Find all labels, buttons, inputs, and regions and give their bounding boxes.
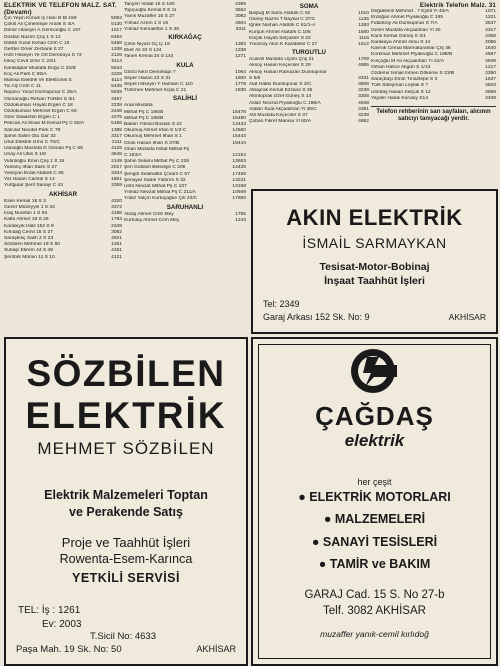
listing-name: Gezer Müzeyyel 1 S 34 bbox=[4, 204, 55, 210]
ad-subtitle: elektrik bbox=[344, 431, 405, 450]
listing-name: Acardıl Mustafa Üçüm Çnş 31 bbox=[249, 57, 314, 63]
listing-name: Aktaş Ahmet Cmh Mey bbox=[124, 211, 174, 217]
listing-name: Aksoy Hasan Keçeciler S 29 bbox=[249, 63, 311, 69]
listing-phone: 3467 bbox=[111, 96, 122, 102]
listing-phone: 13158 bbox=[232, 184, 246, 190]
listing-phone: 1261 bbox=[111, 242, 122, 248]
listing-name: Kanlı Kemal Güneş S 3/1 bbox=[371, 33, 426, 39]
ad-home-phone: Ev: 2003 bbox=[42, 619, 82, 630]
listing-phone: 3390 bbox=[485, 71, 496, 77]
listing-entries bbox=[371, 9, 496, 102]
listing-name: Tanyeri Vedat 15 S 180 bbox=[124, 2, 175, 7]
listing-name: Baştuğ M Sami Atatürk C 60 bbox=[249, 11, 311, 16]
ad-title: ÇAĞDAŞ bbox=[315, 401, 434, 431]
listing-phone: 1135 bbox=[358, 17, 369, 23]
listing-name: Yayder Haluk Kuruluy S14 bbox=[371, 95, 428, 101]
listing-name: Şenuyar Sadık Yıldırım S 32 bbox=[124, 177, 186, 183]
listing-name: Kalfa Ahmet 19 S 26 bbox=[4, 217, 49, 223]
listing-entries bbox=[124, 2, 246, 33]
listing-name: Şahin Salim Otu Gar 33 bbox=[4, 133, 56, 139]
listing-name: Ulusoğlu Mustafa G Osman Pş C 68 bbox=[4, 146, 83, 152]
listing-name: Karakaplar Mustafa Doğu C 22/B bbox=[4, 65, 76, 71]
ad-service-item: ● MALZEMELERİ bbox=[323, 512, 426, 526]
ad-title: SÖZBİLEN bbox=[26, 353, 226, 394]
listing-phone: 1283 bbox=[358, 23, 369, 29]
listing-name: Kılıçoğlu M Ali Akçaalıhan Yl 42/A bbox=[371, 58, 445, 64]
ad-address: GARAJ Cad. 15 S. No 27-b bbox=[304, 589, 445, 601]
listing-entries bbox=[249, 11, 369, 48]
listing-phone: 17860 bbox=[232, 196, 246, 202]
listing-name: Aksoy Hasan Ramazan Dumlupınar bbox=[249, 69, 327, 75]
listing-entries bbox=[4, 16, 122, 190]
listing-name: İğnek Numan Atatürk C 61/1-A bbox=[249, 23, 316, 29]
listing-name: Pekcan Ali İhsan M.Kemal Pş C 50/A bbox=[4, 121, 85, 127]
listing-name: Manisa Elektrik Ve Elektronik S bbox=[4, 78, 72, 84]
listing-phone: 4821 bbox=[111, 235, 122, 241]
listing-phone: 3334 bbox=[111, 171, 122, 177]
listing-phone: 5839 bbox=[111, 90, 122, 96]
listing-row bbox=[249, 119, 369, 125]
cagdas-logo-icon bbox=[349, 347, 397, 395]
listing-phone: 1338 bbox=[111, 47, 122, 53]
listing-name: Yankılıç İlhan Saim S 27 bbox=[4, 164, 57, 170]
listing-name: Gelen Mustafa Akçaalıhan Yl 30 bbox=[371, 27, 441, 33]
listing-phone: 1900 bbox=[235, 75, 246, 81]
listing-name: Kurtuluş Ahmet Cmh Mey bbox=[124, 217, 180, 223]
listing-name: Esen Kemal 18 S 3 bbox=[4, 198, 46, 204]
listing-phone: 4948 bbox=[358, 100, 369, 106]
listing-name: Türk Süleyman Leylak S 7 bbox=[371, 83, 429, 89]
listing-name: Şen Gülsüm Belediye C 208 bbox=[124, 165, 186, 171]
listing-phone: 1835 bbox=[235, 88, 246, 94]
yellow-pages-note: Telefon rehberinin sarı sayfaları, alıcının satıcıyı tanıyacağı yerdir. bbox=[371, 106, 496, 123]
listing-name: Anal Mustafa bbox=[124, 103, 153, 109]
listing-phone: 4188 bbox=[111, 211, 122, 217]
listing-phone: 5468 bbox=[111, 40, 122, 46]
ad-line: Proje ve Taahhüt İşleri bbox=[61, 535, 191, 550]
town-heading: KIRKAĞAÇ bbox=[168, 34, 202, 42]
listing-phone: 2149 bbox=[111, 158, 122, 164]
listing-name: Çoksl Ali Çimentepe Aralık S 4/A bbox=[4, 22, 75, 28]
listing-phone: 10949 bbox=[232, 190, 246, 196]
listing-name: Unay Ali Ülüs S 1/8 bbox=[4, 152, 46, 158]
listing-name: Ünlü Nevzat Mithat Pş C 107 bbox=[124, 184, 187, 190]
listing-name: Gülcü Nezi Demirkapı 7 bbox=[124, 69, 176, 75]
listing-phone: 5114 bbox=[111, 78, 122, 84]
ad-service: Tesisat-Motor-Bobinaj bbox=[319, 261, 430, 273]
listing-name: Koç Ali Park C 95/A bbox=[4, 71, 47, 77]
listing-phone: 3331 bbox=[358, 75, 369, 81]
ad-city: AKHİSAR bbox=[196, 644, 236, 654]
listing-name: Dirlikli Yusuf Kenan Cmh C 18 bbox=[4, 40, 70, 46]
listing-name: Fidanboy Ali Dumlupınar S 7/A bbox=[371, 21, 438, 27]
listing-phone: 4955 bbox=[358, 63, 369, 69]
listing-phone: 3808 bbox=[358, 82, 369, 88]
ad-address: Paşa Mah. 19 Sk. No: 50 bbox=[16, 644, 122, 655]
listing-phone: 1709 bbox=[358, 57, 369, 63]
listing-phone: 3317 bbox=[111, 133, 122, 139]
listing-name: Aslan Nevzat Piyaleoğlu C 188/A bbox=[249, 100, 321, 106]
listing-name: Çetin Niyazi Gç İç 19 bbox=[124, 42, 170, 48]
listing-name: Mithat Pş C 186/B bbox=[124, 109, 164, 115]
listing-phone: 1637 bbox=[485, 77, 496, 83]
listing-column-3 bbox=[249, 2, 369, 182]
listing-name: Okumuş Mehmet İlhan S 1 bbox=[124, 134, 182, 140]
listing-phone: 17459 bbox=[232, 171, 246, 177]
listing-name: Değdelenli Mehmet . 7 Eylül Yl 40/A bbox=[371, 9, 449, 14]
listing-phone: 1221 bbox=[485, 15, 496, 21]
ad-cagdas-elektrik bbox=[251, 337, 498, 666]
listing-name: Albayrak Kemal Ezzane S 35 bbox=[249, 88, 313, 94]
listing-phone: 1861 bbox=[111, 177, 122, 183]
page-header: Elektrik Telefon Malz. 31 bbox=[419, 2, 496, 9]
listing-name: Seper Hasan 23 S 31 bbox=[124, 75, 171, 81]
listing-name: Saraşkılıç Salih 2 S 23 bbox=[4, 235, 54, 241]
listing-entries bbox=[124, 70, 246, 95]
listing-phone: 3306 bbox=[358, 94, 369, 100]
listing-name: Yılmaz Kemalettin 1 S 36 bbox=[124, 26, 179, 32]
listing-name: Güney Nazmi T Baykal C 37/C bbox=[249, 17, 316, 23]
ad-phone: TEL: İş : 1261 bbox=[18, 605, 81, 616]
listing-row bbox=[371, 96, 496, 102]
ad-sozbilen-elektrik bbox=[4, 337, 248, 666]
ad-line: YETKİLİ SERVİSİ bbox=[72, 571, 180, 585]
ad-title: AKIN ELEKTRİK bbox=[286, 205, 463, 230]
ad-line: ve Perakende Satış bbox=[69, 505, 183, 519]
listing-phone: 2349 bbox=[111, 223, 122, 229]
listing-name: Demir Hüseyin A.Gemicioğlu C 157 bbox=[4, 28, 81, 34]
listing-name: Özdokumacı Hayati Ergen C 18 bbox=[4, 102, 73, 108]
listing-phone: 1385 bbox=[111, 127, 122, 133]
listing-name: Okumuş Ahmet İrfan S 1/2-C bbox=[124, 128, 187, 134]
listing-phone: 13231 bbox=[232, 177, 246, 183]
town-heading: SALİHLİ bbox=[172, 95, 198, 103]
listing-phone: 1271 bbox=[235, 54, 246, 60]
listing-name: Sepet Hüseyin Y Hamam C 110 bbox=[124, 82, 193, 88]
town-heading: TURGUTLU bbox=[291, 49, 327, 57]
listing-phone: 1064 bbox=[235, 69, 246, 75]
listing-name: Topçuoğlu Kemal 9 S 11 bbox=[124, 8, 177, 14]
listing-phone: 1755 bbox=[235, 211, 246, 217]
town-heading: SARUHANLI bbox=[166, 203, 204, 211]
listing-phone: 5114 bbox=[111, 59, 122, 65]
listing-name: Yurtgular Şerif Sanayi C 43 bbox=[4, 183, 63, 189]
listing-name: Özer Saadettin Ergen C 1 bbox=[4, 115, 61, 121]
listing-phone: 15443 bbox=[232, 134, 246, 140]
listing-entries bbox=[124, 103, 246, 202]
listing-name: Atlı Mustafa Keçeciler S 37 bbox=[249, 113, 308, 119]
listing-name: Çoban Fikret Manisa Yl 60/A bbox=[249, 119, 312, 125]
listing-name: Atalan Suat Akçaalıhan Yl 36/C bbox=[249, 106, 317, 112]
listing-phone: 3568 bbox=[485, 89, 496, 95]
listing-name: Tic AŞ Cmh C 11 bbox=[4, 84, 41, 90]
listing-column-4 bbox=[371, 2, 496, 187]
listing-row bbox=[124, 218, 246, 224]
listing-name: Kırlıdağ Cemil 15 S 27 bbox=[4, 229, 53, 235]
listing-name: Saraçbaşı Emin Tınaztepe S 3 bbox=[371, 77, 438, 83]
listing-phone: 2126 bbox=[111, 53, 122, 59]
listing-name: Salcılar Necdet Park C 78 bbox=[4, 127, 61, 133]
listing-phone: 19444 bbox=[232, 140, 246, 146]
listing-name: C 183/A bbox=[124, 153, 142, 159]
listing-name: Mithat Pş C 186/B bbox=[124, 115, 164, 121]
listing-name: İnaş Nurettin 1 S 94 bbox=[4, 211, 48, 217]
listing-name: Karakaya Ahmet Aksu S 14 bbox=[371, 40, 431, 46]
listing-name: Özdemir İsmail İnmen Dökeme S 23/B bbox=[371, 71, 455, 77]
listing-phone: 4121 bbox=[111, 254, 122, 260]
listing-phone: 1383 bbox=[235, 42, 246, 48]
ad-tagline: her çeşit bbox=[357, 477, 392, 487]
listing-phone: 1116 bbox=[358, 35, 369, 41]
listing-name: Yücesoy Akın K Karabekir C 27 bbox=[249, 42, 318, 48]
listing-name: Bakan Yüksel Bostan S 22 bbox=[124, 122, 182, 128]
listing-phone: 1778 bbox=[235, 82, 246, 88]
listing-name: S 5/6 bbox=[249, 75, 261, 81]
listing-name: Onan Mustafa Nihat Mithat Pş bbox=[124, 146, 190, 152]
listing-name: Karabıyık Halil 152 S 9 bbox=[4, 223, 54, 229]
listing-phone: 4275 bbox=[111, 115, 122, 121]
listing-name: Nişancı Yusuf Dumlupınar C 25/A bbox=[4, 90, 77, 96]
listing-phone: 3082 bbox=[235, 14, 246, 20]
listing-phone: 5130 bbox=[111, 22, 122, 28]
ad-address: Garaj Arkası 152 Sk. No: 9 bbox=[263, 312, 370, 322]
listing-phone: 2096 bbox=[485, 40, 496, 46]
listing-phone: 3381 bbox=[358, 106, 369, 112]
listing-phone: 4399 bbox=[235, 2, 246, 7]
listing-name: Yar Hasan Camlık S 14 bbox=[4, 177, 55, 183]
listing-name: Özdokumacı Mehmet Ergen C 93 bbox=[4, 109, 77, 115]
listing-phone: 2238 bbox=[111, 102, 122, 108]
ad-phone: Telf. 3082 AKHİSAR bbox=[323, 605, 426, 617]
listing-name: Kavruk Cemal Marmaturanlar Çrş 46 bbox=[371, 46, 451, 52]
listing-phone: 5435 bbox=[111, 84, 122, 90]
listing-phone: 5186 bbox=[111, 121, 122, 127]
ad-line: Elektrik Malzemeleri Toptan bbox=[44, 488, 208, 502]
listing-name: Hızlı Hüseyin Ye Ort Dereboyu S 72 bbox=[4, 53, 82, 59]
ad-akin-elektrik bbox=[251, 189, 498, 334]
listing-name: Erdoğan Ahmet Piyaleoğlu C 195 bbox=[371, 15, 444, 21]
listing-name: Yanlıyan Erdal Atatürk C 95 bbox=[4, 171, 64, 177]
listing-name: Korkmaz Mehmet Piyaleoğlu C 188/B bbox=[371, 52, 453, 58]
listing-name: Osmanoğlu Refvan Türkler S 3/1 bbox=[4, 96, 76, 102]
listing-phone: 3239 bbox=[358, 88, 369, 94]
ad-owner: İSMAİL SARMAYKAN bbox=[302, 235, 447, 251]
listing-name: Şahin Selami Mithat Pş C 226 bbox=[124, 159, 189, 165]
listing-name: Şengül Selahattin Çınarlı C 57 bbox=[124, 171, 190, 177]
listing-name: İnkoç Cevit İzmir C 23/1 bbox=[4, 59, 56, 65]
listing-name: Yılmaz Nevzat Mithat Pş C 211/A bbox=[124, 190, 196, 196]
listing-phone: 1338 bbox=[235, 48, 246, 54]
town-heading: KULA bbox=[176, 61, 194, 69]
listing-phone: 3637 bbox=[485, 21, 496, 27]
listing-name: Sözbilen Mehmet 19 S 50 bbox=[4, 242, 61, 248]
listing-phone: 4161 bbox=[111, 248, 122, 254]
listing-column-2 bbox=[124, 2, 246, 342]
listing-phone: 3082 bbox=[111, 229, 122, 235]
listing-phone: 15480 bbox=[232, 115, 246, 121]
town-heading: SOMA bbox=[299, 3, 319, 10]
listing-name: Subaşı Ekrem 44 S 48 bbox=[4, 248, 53, 254]
listing-phone: 1640 bbox=[485, 46, 496, 52]
listing-entries bbox=[124, 212, 246, 224]
ad-line: Rowenta-Esem-Karınca bbox=[59, 552, 193, 566]
listing-phone: 3238 bbox=[358, 113, 369, 119]
listing-phone: 14560 bbox=[232, 128, 246, 134]
listing-phone: 4125 bbox=[111, 146, 122, 152]
town-heading-akhisar: AKHİSAR bbox=[48, 190, 78, 198]
ad-title: ELEKTRİK bbox=[25, 395, 227, 436]
listing-entries bbox=[4, 199, 122, 261]
listing-phone: 2111 bbox=[111, 140, 122, 146]
listing-phone: 1217 bbox=[485, 64, 496, 70]
listing-phone: 4604 bbox=[235, 20, 246, 26]
listing-name: Çın Yeşin Konuk İş Hanı B Bl 159 bbox=[4, 16, 77, 21]
ad-service-item: ● SANAYİ TESİSLERİ bbox=[311, 535, 438, 549]
listing-name: Şentürk Mümin 11 S 10 bbox=[4, 254, 55, 260]
listing-phone: 1500 bbox=[358, 29, 369, 35]
listing-phone: 1793 bbox=[111, 217, 122, 223]
listing-phone: 14425 bbox=[232, 165, 246, 171]
listing-row bbox=[4, 255, 122, 261]
listing-name: Yıldız Yalçın Kurtuçağne Çik 23/C bbox=[124, 196, 198, 202]
ad-owners: muzaffer yanık-cemil kırlıdoğ bbox=[320, 629, 429, 639]
listing-phone: 3408 bbox=[485, 95, 496, 101]
listing-phone: 4317 bbox=[485, 27, 496, 33]
listing-name: Ufuk Elektrik İzmir C 70/C bbox=[4, 140, 60, 146]
listing-phone: 1512 bbox=[358, 42, 369, 48]
listing-phone: 15478 bbox=[232, 109, 246, 115]
listing-phone: 3652 bbox=[235, 8, 246, 14]
ad-phone: Tel: 2349 bbox=[263, 299, 300, 309]
listing-name: Eker Ali 34 S 124 bbox=[124, 48, 162, 54]
listing-phone: 1017 bbox=[111, 28, 122, 34]
category-header: ELEKTRİK VE TELEFON MALZ. SAT. (Devamı) bbox=[4, 2, 117, 16]
listing-name: Alat Hakkı Dumlupınar S 3/C bbox=[249, 82, 312, 88]
listing-name: Ünlütaş Hasan Selçuk S 12 bbox=[371, 89, 431, 95]
listing-phone: 4358 bbox=[485, 33, 496, 39]
listing-phone: 5053 bbox=[111, 16, 122, 21]
listing-phone: 4320 bbox=[111, 198, 122, 204]
listing-name: Taneri Kemal 34 S 143 bbox=[124, 54, 174, 60]
listing-name: Orhan Hatice Akgün S 1/13 bbox=[371, 64, 431, 70]
listing-phone: 3648 bbox=[111, 152, 122, 158]
ad-service-item: ● ELEKTRİK MOTORLARI bbox=[298, 490, 451, 504]
listing-name: Yılmaz Azem 1 S 16 bbox=[124, 20, 169, 26]
listing-name: Dostan Nazım Çnş 1 S 12 bbox=[4, 34, 61, 40]
listing-phone: 4949 bbox=[485, 58, 496, 64]
listing-name: Kurşun Ahmet Atatürk C 105 bbox=[249, 29, 311, 35]
listing-name: Yanık Muzaffer 15 S 27 bbox=[124, 14, 175, 20]
listing-entries bbox=[124, 42, 246, 61]
ad-city: AKHİSAR bbox=[448, 312, 486, 322]
ad-owner: MEHMET SÖZBİLEN bbox=[37, 439, 215, 458]
listing-phone: 3372 bbox=[111, 204, 122, 210]
listing-phone: 4587 bbox=[485, 52, 496, 58]
listing-phone: 3359 bbox=[111, 183, 122, 189]
listing-name: Altıntoprak İzzet Güneş S 14 bbox=[249, 94, 312, 100]
listing-entries bbox=[249, 57, 369, 125]
listing-phone: 12154 bbox=[232, 153, 246, 159]
ad-registry: T.Sicil No: 4633 bbox=[90, 631, 157, 642]
listing-phone: 2436 bbox=[111, 109, 122, 115]
listing-name: Onuk Hasan İlhan S 37/B bbox=[124, 140, 180, 146]
listing-phone: 5534 bbox=[111, 65, 122, 71]
listing-column-1 bbox=[4, 2, 122, 354]
listing-phone: 2017 bbox=[111, 164, 122, 170]
listing-phone: 3311 bbox=[235, 26, 246, 32]
listing-name: Küçük Hayati Selçukler S 22 bbox=[249, 35, 311, 41]
listing-phone: 4843 bbox=[485, 83, 496, 89]
listing-phone: 1071 bbox=[485, 9, 496, 14]
listing-phone: 4862 bbox=[358, 119, 369, 125]
listing-phone: 13653 bbox=[232, 159, 246, 165]
listing-phone: 2228 bbox=[111, 71, 122, 77]
listing-name: Vidinlioğlu Emin Çnş 1 S 15 bbox=[4, 158, 65, 164]
listing-phone: 1010 bbox=[358, 11, 369, 16]
listing-name: Türkmen Mehmet Kışla C 21 bbox=[124, 88, 187, 94]
listing-phone: 1243 bbox=[235, 217, 246, 223]
ad-service-item: ● TAMİR ve BAKIM bbox=[318, 557, 431, 571]
listing-name: Gertter Ömer Zerbank S 27 bbox=[4, 47, 64, 53]
listing-phone: 6484 bbox=[111, 34, 122, 40]
ad-service: İnşaat Taahhüt İşleri bbox=[324, 275, 425, 287]
listing-phone: 13433 bbox=[232, 122, 246, 128]
